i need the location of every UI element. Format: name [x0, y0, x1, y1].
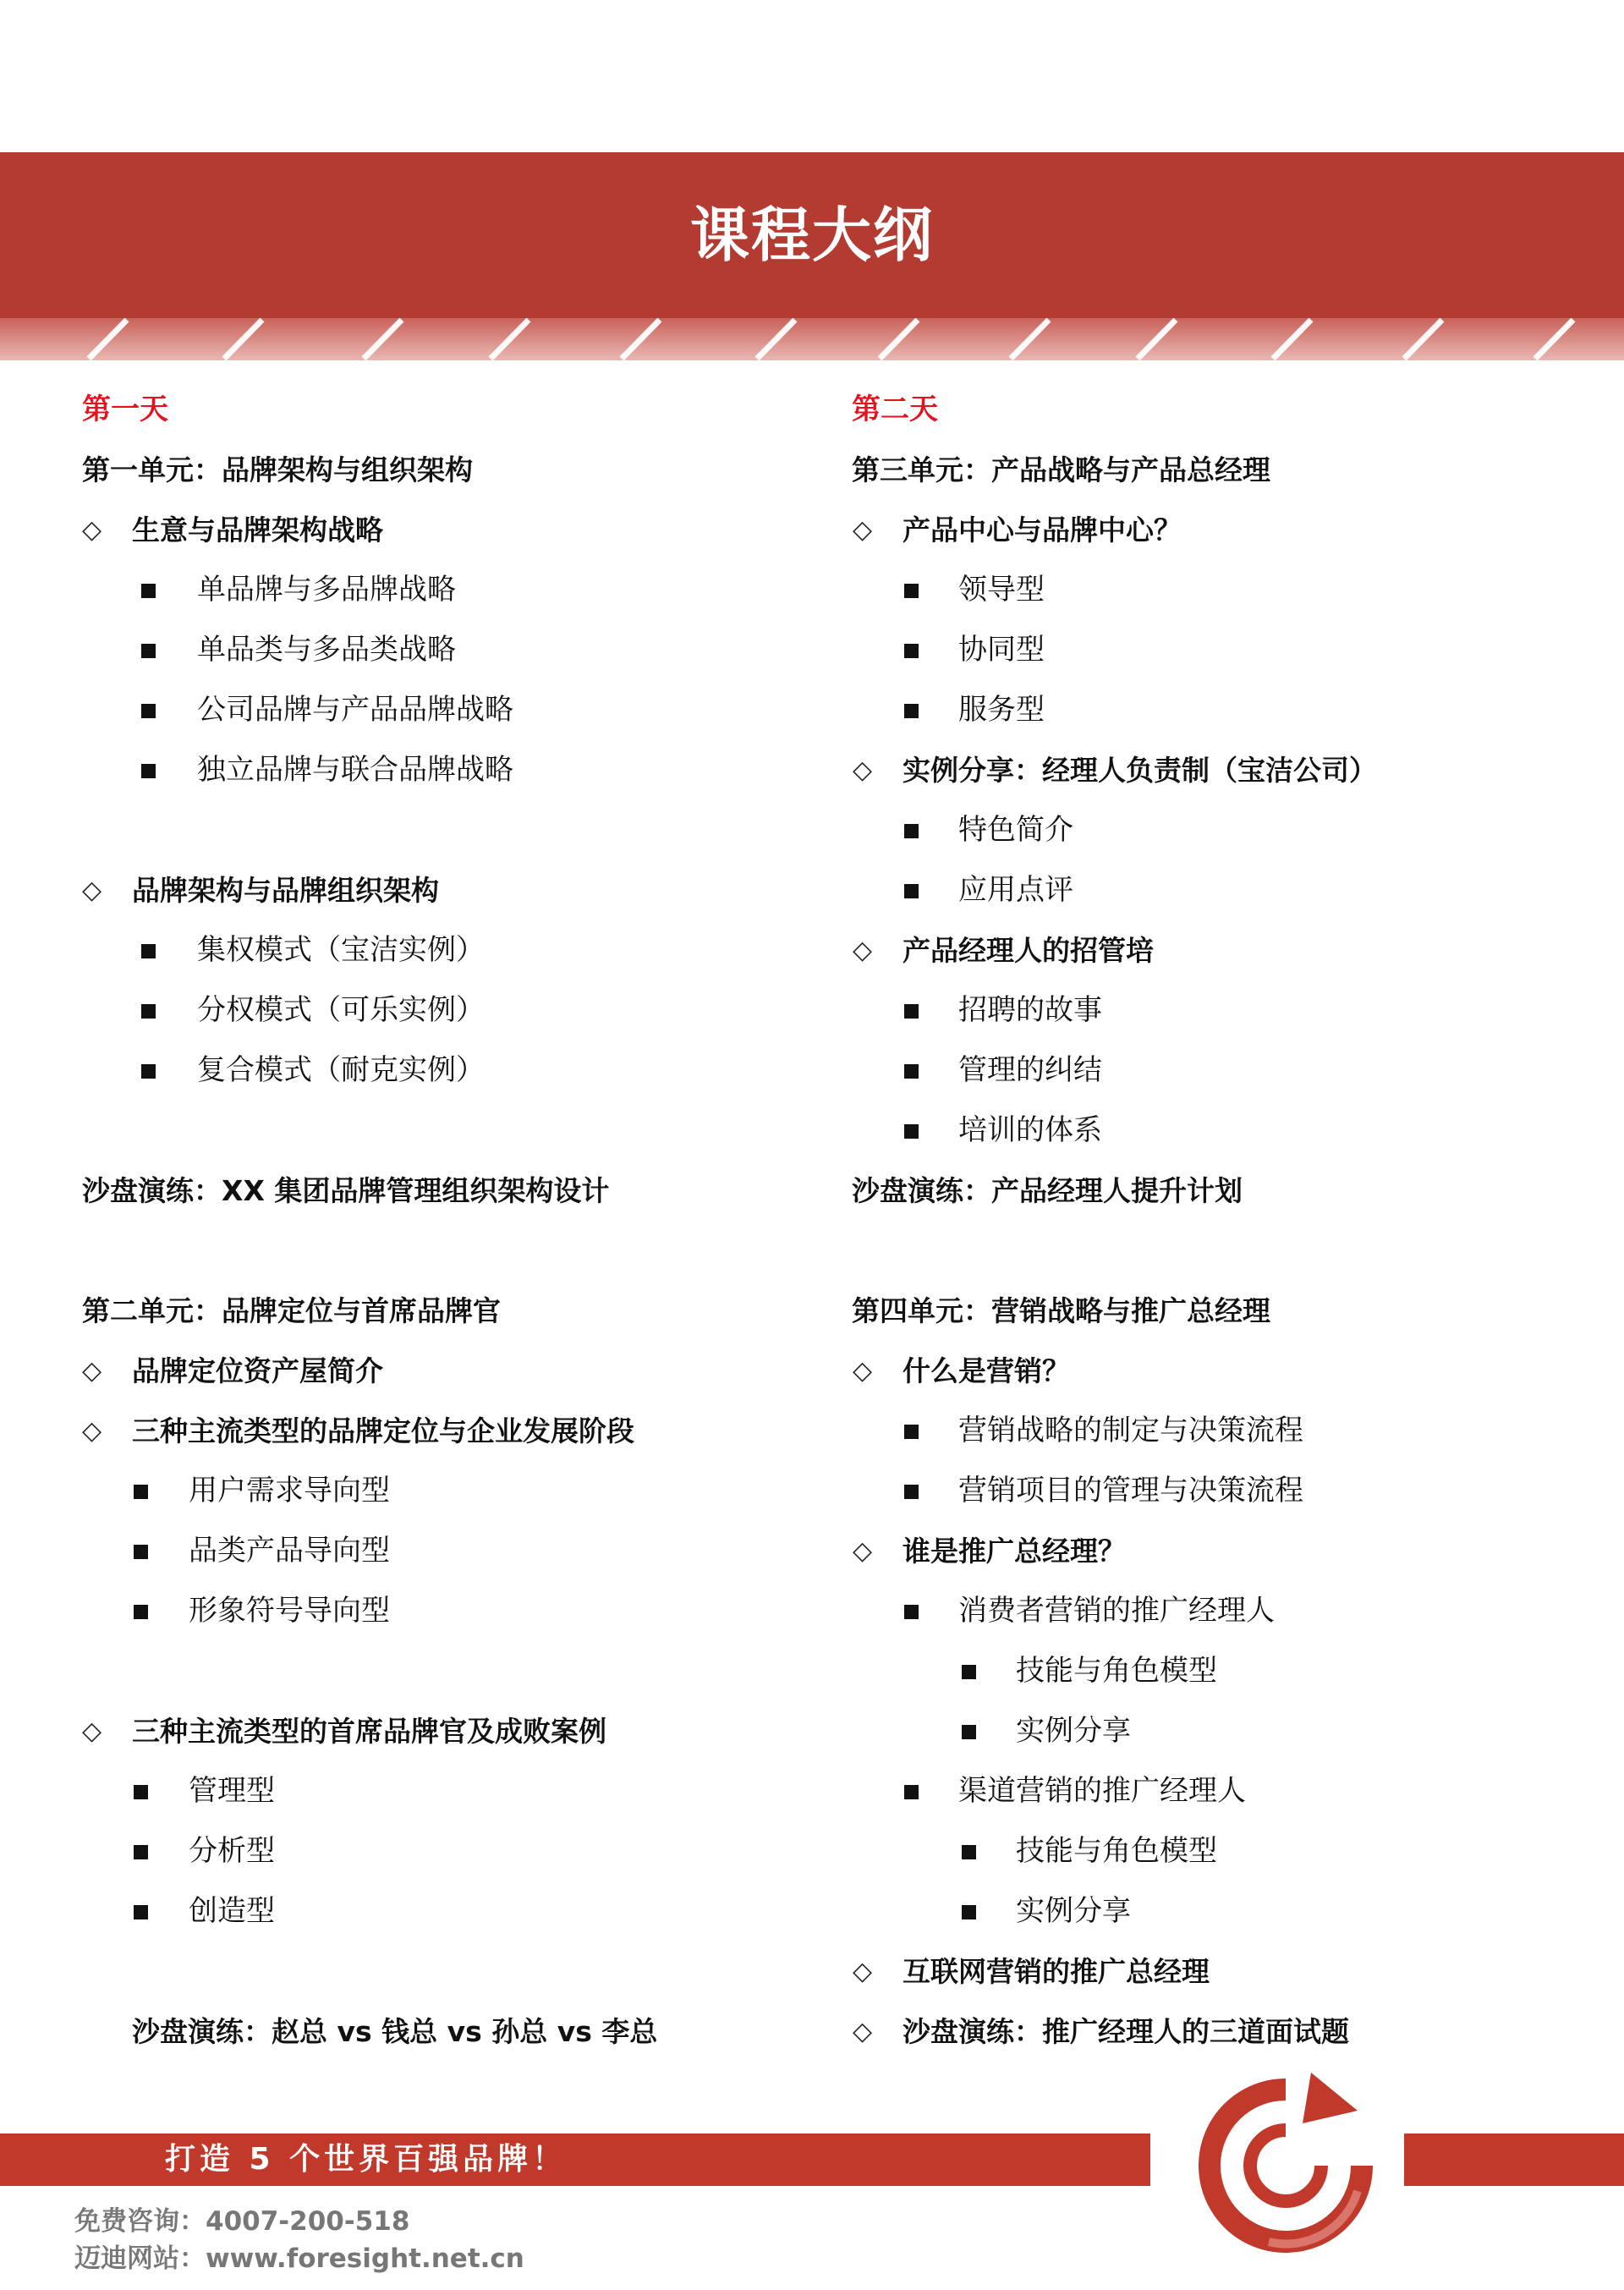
square-bullet-icon	[962, 1905, 976, 1919]
diamond-bullet-icon: ◇	[82, 876, 102, 905]
square-bullet-icon	[904, 644, 919, 658]
unit-two-title: 第二单元：品牌定位与首席品牌官	[82, 1294, 501, 1327]
square-bullet-icon	[134, 1905, 148, 1919]
diamond-bullet-icon: ◇	[853, 1957, 873, 1986]
diamond-bullet-icon: ◇	[82, 1416, 102, 1446]
unit-four-title: 第四单元：营销战略与推广总经理	[852, 1294, 1270, 1327]
square-bullet-icon	[904, 1124, 919, 1139]
diamond-bullet-icon: ◇	[82, 515, 102, 545]
square-bullet-icon	[141, 1064, 156, 1079]
square-bullet-icon	[904, 1004, 919, 1019]
footer-slogan: 打造 5 个世界百强品牌！	[165, 2142, 568, 2177]
diamond-bullet-icon: ◇	[853, 755, 873, 785]
unit-one-title: 第一单元：品牌架构与组织架构	[82, 453, 473, 486]
header-stripe	[0, 318, 1624, 360]
square-bullet-icon	[904, 824, 919, 838]
square-bullet-icon	[134, 1545, 148, 1559]
square-bullet-icon	[904, 1485, 919, 1499]
circular-arrow-logo-icon	[1184, 2064, 1387, 2267]
square-bullet-icon	[134, 1605, 148, 1619]
square-bullet-icon	[141, 704, 156, 718]
practice-title: 沙盘演练：赵总 vs 钱总 vs 孙总 vs 李总	[132, 2015, 658, 2048]
square-bullet-icon	[904, 884, 919, 898]
footer-website: 迈迪网站：www.foresight.net.cn	[74, 2243, 524, 2274]
diamond-bullet-icon: ◇	[853, 936, 873, 965]
square-bullet-icon	[904, 1425, 919, 1439]
square-bullet-icon	[141, 944, 156, 958]
diamond-bullet-icon: ◇	[82, 1716, 102, 1746]
diamond-bullet-icon: ◇	[82, 1356, 102, 1386]
square-bullet-icon	[141, 1004, 156, 1019]
square-bullet-icon	[904, 1785, 919, 1799]
square-bullet-icon	[134, 1845, 148, 1859]
square-bullet-icon	[134, 1785, 148, 1799]
diamond-bullet-icon: ◇	[853, 1356, 873, 1386]
footer-phone: 免费咨询：4007-200-518	[74, 2206, 410, 2237]
square-bullet-icon	[962, 1845, 976, 1859]
unit-three-title: 第三单元：产品战略与产品总经理	[852, 453, 1270, 486]
square-bullet-icon	[141, 644, 156, 658]
square-bullet-icon	[141, 584, 156, 598]
square-bullet-icon	[904, 584, 919, 598]
square-bullet-icon	[904, 1605, 919, 1619]
day-one-label: 第一天	[82, 393, 168, 426]
square-bullet-icon	[904, 1064, 919, 1079]
square-bullet-icon	[904, 704, 919, 718]
diamond-bullet-icon: ◇	[853, 1536, 873, 1566]
page-title: 课程大纲	[690, 200, 934, 270]
practice-title: 沙盘演练：XX 集团品牌管理组织架构设计	[82, 1174, 610, 1207]
square-bullet-icon	[141, 764, 156, 778]
square-bullet-icon	[962, 1725, 976, 1739]
diamond-bullet-icon: ◇	[853, 2017, 873, 2046]
square-bullet-icon	[962, 1665, 976, 1679]
practice-title: 沙盘演练：产品经理人提升计划	[852, 1174, 1243, 1207]
day-two-label: 第二天	[852, 393, 938, 426]
diamond-bullet-icon: ◇	[853, 515, 873, 545]
square-bullet-icon	[134, 1485, 148, 1499]
